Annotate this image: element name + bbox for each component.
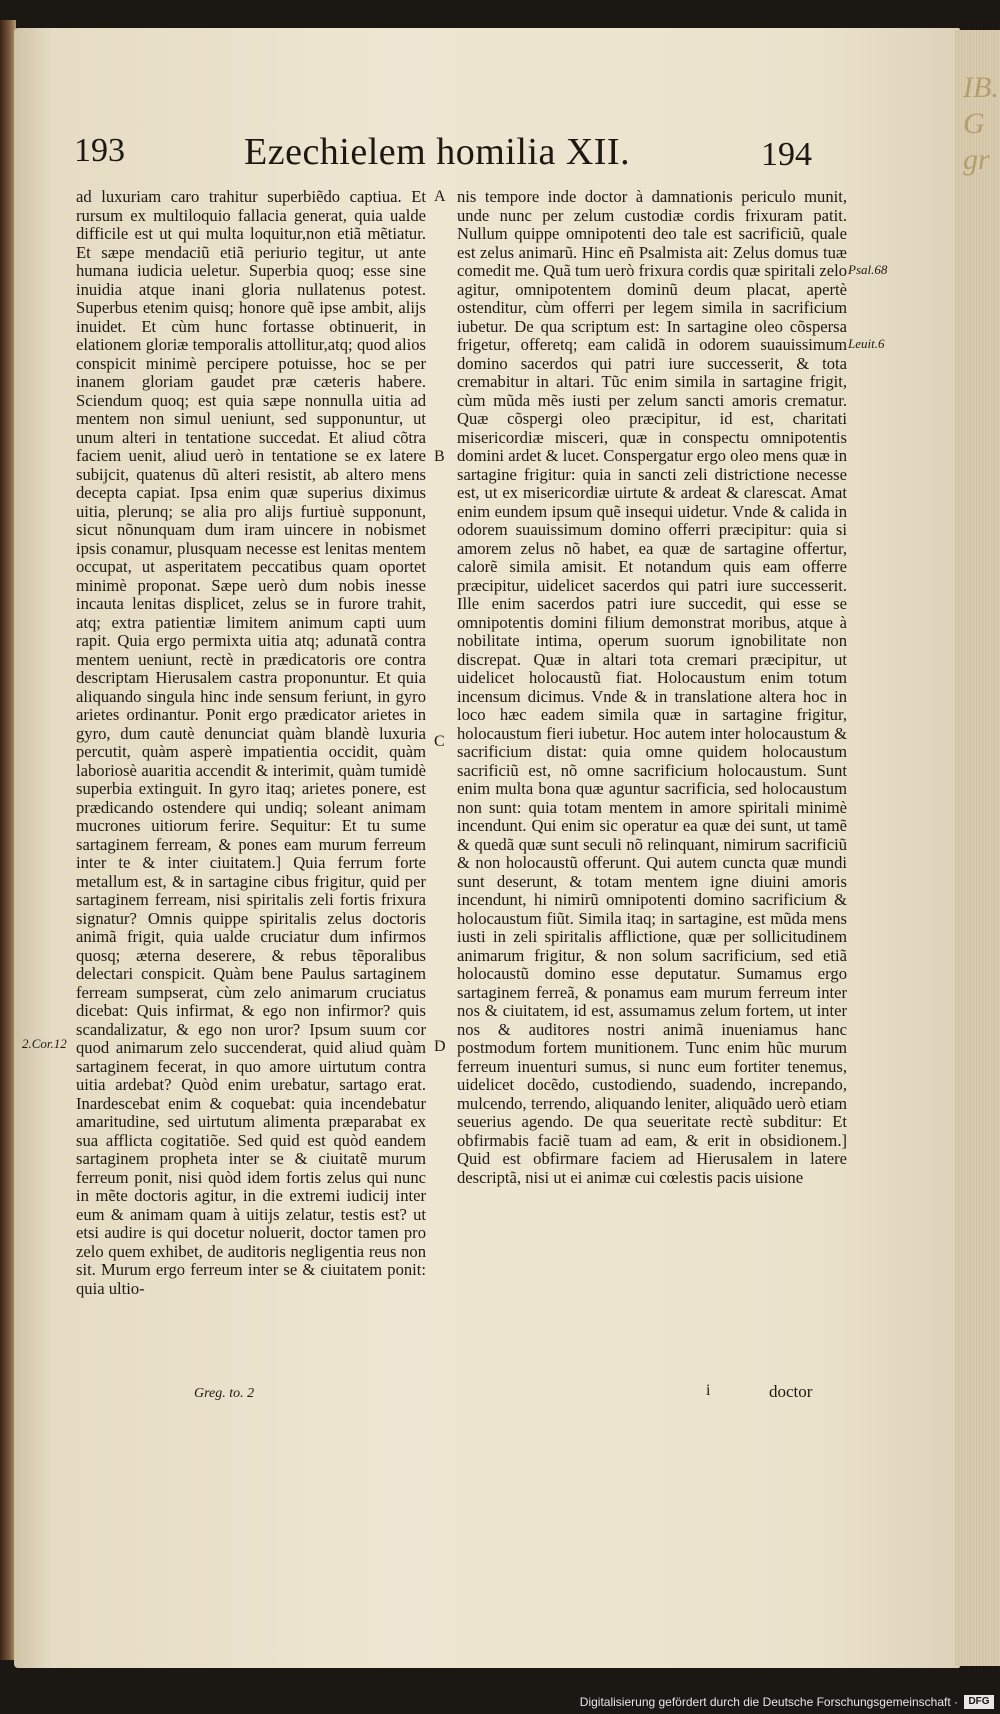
page-stack-edge <box>955 30 1000 1666</box>
page-number-right: 194 <box>761 136 812 173</box>
page-header <box>14 120 960 180</box>
dfg-logo: DFG <box>964 1695 994 1709</box>
section-marker-c: C <box>434 733 445 750</box>
section-marker-d: D <box>434 1038 446 1055</box>
signature-note: Greg. to. 2 <box>194 1386 255 1401</box>
credit-text: Digitalisierung gefördert durch die Deutsche Forschungsgemeinschaft · <box>579 1695 958 1709</box>
digitization-credit <box>0 1690 1000 1714</box>
catchword: doctor <box>769 1382 813 1401</box>
edge-ink: IB. G gr <box>963 71 999 176</box>
section-marker-a: A <box>434 188 446 205</box>
right-column-text: nis tempore inde doctor à damnationis periculo munit, unde nunc per zelum custodiæ cordis frixuram patit. Nullum quippe omnipotenti deo tale est sacrificiũ, quale est zelus animarũ. Hinc eñ Psalmista ait: Zelus domus tuæ comedit me. Quã tum uerò frixura cordis quæ spiritali zelo agitur, omnipotentem dominũ deum placat, apertè ostenditur, cùm offerri per legem simila in sacrificium iubetur. De qua scriptum est: In sartagine oleo cõspersa frigetur, offeretq; eam calidã in odorem suauissimum domino sacerdos qui patri iure successerit, & tota cremabitur in altari. Tũc enim simila in sartagine frigit, cùm mũda mẽs iusti per zelum sancti amoris crematur. Quæ cõspergi oleo præcipitur, id est, charitati misericordiæ misceri, quæ in conspectu omnipotentis domini ardet & lucet. Conspergatur ergo oleo mens quæ in sartagine frigitur: quia in sancti zeli districtione necesse est, ut ex misericordiæ uirtute & ardeat & clarescat. Amat enim eundem ipsum quẽ insequi uidetur. Vnde & calida in odorem suauissimum domino offerri præcipitur: quia si amorem zelus nõ habet, ea quæ de sartagine offertur, calorẽ simila amisit. Et notandum quis eam offerre præcipitur, uidelicet sacerdos qui patri iure successerit. Ille enim sacerdos patri iure succedit, qui esse se omnipotentis domini filium demonstrat moribus, atque à nobilitate intima, operum suorum ignobilitate non discrepat. Quæ in altari tota cremari præcipitur, ut uidelicet holocaustũ fiat. Holocaustum enim totum incensum dicimus. Vnde & in translatione altera hoc in loco hæc eadem simila quæ in sartagine frigitur, holocaustum fieri iubetur. Hoc autem inter holocaustum & sacrificium distat: quia omne quidem holocaustum sacrificiũ est, nõ omne sacrificium holocaustum. Sunt enim multa bona quæ aguntur sacrificia, sed holocaustum non sunt: quia totam mentem in amore spiritali minimè incendunt. Qui enim sic operatur ea quæ dei sunt, ut tamẽ & quedã quæ sunt seculi nõ relinquant, nimirum sacrificiũ & non holocaustũ offerunt. Qui autem cuncta quæ mundi sunt deserunt, & totam mentem igne diuini amoris incendunt, hi nimirũ omnipotenti domino sacrificium & holocaustum fiũt. Simila itaq; in sartagine, est mũda mens iusti in zeli spiritalis afflictione, quæ per sollicitudinem animarum frigitur, & non solum sacrificium, sed etiã holocaustũ domino esse deputatur. Sumamus ergo sartaginem ferreã, & ponamus eam murum ferreum inter nos & ciuitatem, id est, assumamus zelum fortem, ut inter nos & auditores nostri animã inueniamus hanc postmodum fortem munitionem. Tunc enim hũc murum ferreum inuenturi sumus, si nunc eum fortiter tenemus, uidelicet docẽdo, custodiendo, suadendo, increpando, mulcendo, terrendo, aliquando leniter, aliquãdo uerò etiam seuerius agendo. De qua seueritate rectè subditur: Et obfirmabis faciẽ tuam ad eam, & erit in obsidionem.] Quid est obfirmare faciem ad Hierusalem in latere descriptã, nisi ut ei animæ cui cœlestis pacis uisione <box>457 187 847 1187</box>
margin-note-cor: 2.Cor.12 <box>22 1036 67 1051</box>
text-column-right <box>457 188 847 1187</box>
signature-mark: i <box>706 1382 711 1399</box>
margin-note-leuit: Leuit.6 <box>848 336 885 351</box>
page-number-left: 193 <box>74 132 125 169</box>
book-page <box>14 28 960 1668</box>
text-column-left <box>76 188 426 1298</box>
left-column-text: ad luxuriam caro trahitur superbiẽdo captiua. Et rursum ex multiloquio fallacia generat, quia ualde difficile est ut qui multa loquitur,non etiã mẽtiatur. Et sæpe mendaciũ etiã periurio tegitur, ut ante humana iudicia ueletur. Superbia quoq; esse sine inuidia atque inani gloria nullatenus potest. Superbus etenim quisq; honore quẽ ipse ambit, alijs inuidet. Et cùm hunc fortasse obtinuerit, in elationem gloriæ temporalis attollitur,atq; quod alios conspicit minimè percipere potuisse, hoc se per inanem gloriam gaudet præ cæteris habere. Sciendum quoq; est quia sæpe nonnulla uitia ad mentem non simul ueniunt, sed supponuntur, ut unum alteri in tentatione succedat. Et aliud cõtra faciem uenit, aliud uerò in tentatione se ex latere subijcit, quatenus dũ alteri resistit, ab altero mens decepta capiat. Ipsa enim quæ superius diximus uitia, plerunq; se alia pro alijs furtiuè supponunt, sicut nõnunquam dum iram uincere in nobismet ipsis conamur, plusquam necesse est lenitas mentem occupat, ut asperitatem peccatibus quam oportet minimè proponat. Sæpe uerò dum nobis inesse incauta lenitas displicet, zelus se in furore trahit, atq; extra patientiæ limitem animum capti uum rapit. Quia ergo permixta uitia atq; adunatã contra mentem ueniunt, rectè in prædicatoris ore contra descriptam Hierusalem castra proponuntur. Et quia aliquando singula hinc inde sensum feriunt, in gyro arietes ordinantur. Ponit ergo prædicator arietes in gyro, dum cautè denunciat quàm blandè luxuria percutit, quàm asperè impatientia occidit, quàm laboriosè auaritia accendit & interimit, quàm tumidè superbia extinguit. In gyro itaq; arietes ponere, est prædicando ostendere qui undiq; soleant animam mucrones uitiorum ferire. Sequitur: Et tu sume sartaginem ferream, & pones eam murum ferreum inter te & inter ciuitatem.] Quia ferrum forte metallum est, & in sartagine cibus frigitur, quid per sartaginem ferream, nisi spiritalis zeli fortis frixura signatur? Omnis quippe spiritalis zelus doctoris animã frigit, quia ualde cruciatur dum infirmos quosq; æterna deserere, & rebus tẽporalibus delectari conspicit. Quàm bene Paulus sartaginem ferream sumpserat, cùm zelo animarum cruciatus dicebat: Quis infirmat, & ego non infirmor? quis scandalizatur, & ego non uror? Ipsum suum cor quod animarum zelo succenderat, quid aliud quàm sartaginem fecerat, in quo amore uirtutum contra uitia ardebat? Quòd enim urebatur, sartago erat. Inardescebat enim & coquebat: quia incendebatur amaritudine, sed uirtutum alimenta præparabat ex sua afflicta cogitatiõe. Sed quid est quòd eandem sartaginem propheta inter se & ciuitatẽ murum ferreum ponit, nisi quòd idem fortis zelus qui nunc in mẽte doctoris agitur, in die extremi iudicij inter eum & animam quam à uitijs zelatur, testis est? ut etsi audire is qui docetur noluerit, doctor tamen pro zelo quem exhibet, de auditoris negligentia reus non sit. Murum ergo ferreum inter se & ciuitatem ponit: quia ultio- <box>76 187 426 1298</box>
margin-note-psal: Psal.68 <box>848 262 888 277</box>
running-title: Ezechielem homilia XII. <box>244 131 631 173</box>
section-marker-b: B <box>434 448 445 465</box>
